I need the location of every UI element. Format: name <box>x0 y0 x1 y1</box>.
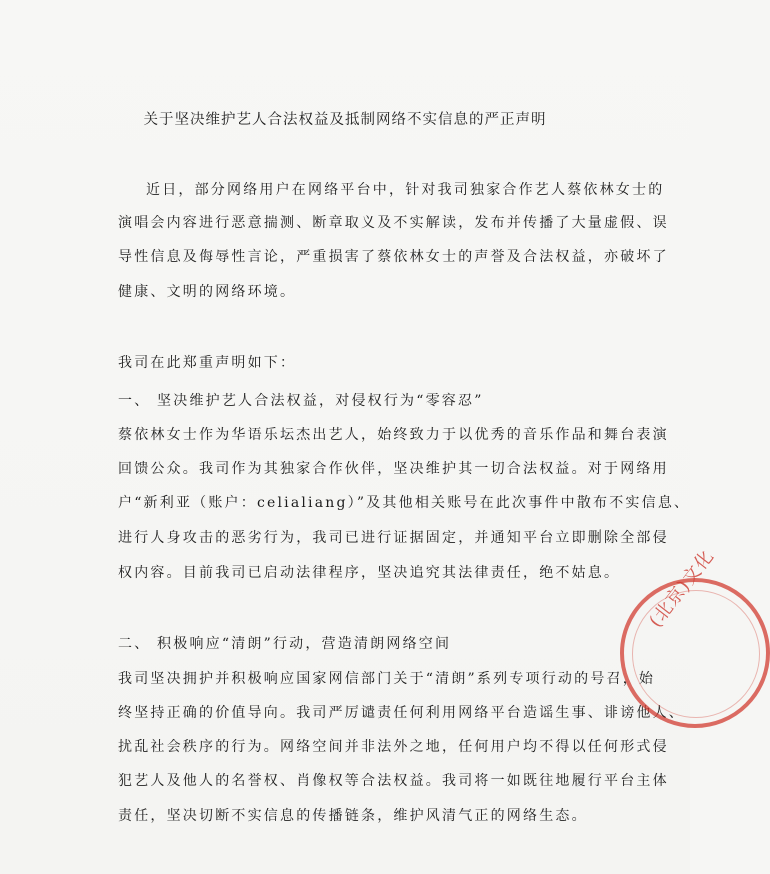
paragraph-1-line-4: 健康、文明的网络环境。 <box>118 284 297 300</box>
section-1-line-1: 蔡依林女士作为华语乐坛杰出艺人，始终致力于以优秀的音乐作品和舞台表演 <box>118 427 669 443</box>
section-2-heading: 二、 积极响应“清朗”行动，营造清朗网络空间 <box>118 636 452 652</box>
section-2-line-1: 我司坚决拥护并积极响应国家网信部门关于“清朗”系列专项行动的号召，始 <box>118 671 656 687</box>
section-2-line-3: 扰乱社会秩序的行为。网络空间并非法外之地，任何用户均不得以任何形式侵 <box>118 739 669 755</box>
paragraph-1-line-3: 导性信息及侮辱性言论，严重损害了蔡依林女士的声誉及合法权益，亦破坏了 <box>118 249 669 265</box>
company-seal <box>620 545 770 728</box>
document-title: 关于坚决维护艺人合法权益及抵制网络不实信息的严正声明 <box>143 112 547 128</box>
section-1-line-5: 权内容。目前我司已启动法律程序，坚决追究其法律责任，绝不姑息。 <box>118 565 621 581</box>
declaration-intro: 我司在此郑重声明如下： <box>118 355 297 371</box>
section-1-heading: 一、 坚决维护艺人合法权益，对侵权行为“零容忍” <box>118 393 484 409</box>
seal-text: (北京)文化 <box>645 545 719 632</box>
section-2-line-4: 犯艺人及他人的名誉权、肖像权等合法权益。我司将一如既往地履行平台主体 <box>118 773 669 789</box>
section-1-line-3: 户“新利亚（账户：celialiang）”及其他相关账号在此次事件中散布不实信息、 <box>118 495 691 511</box>
section-2-line-5: 责任，坚决切断不实信息的传播链条，维护风清气正的网络生态。 <box>118 808 588 824</box>
paragraph-1-line-1: 近日，部分网络用户在网络平台中，针对我司独家合作艺人蔡依林女士的 <box>146 182 665 198</box>
section-2-line-2: 终坚持正确的价值导向。我司严厉谴责任何利用网络平台造谣生事、诽谤他人、 <box>118 705 685 721</box>
paragraph-1-line-2: 演唱会内容进行恶意揣测、断章取义及不实解读，发布并传播了大量虚假、误 <box>118 215 669 231</box>
section-1-line-4: 进行人身攻击的恶劣行为，我司已进行证据固定，并通知平台立即删除全部侵 <box>118 530 669 546</box>
section-1-line-2: 回馈公众。我司作为其独家合作伙伴，坚决维护其一切合法权益。对于网络用 <box>118 461 669 477</box>
